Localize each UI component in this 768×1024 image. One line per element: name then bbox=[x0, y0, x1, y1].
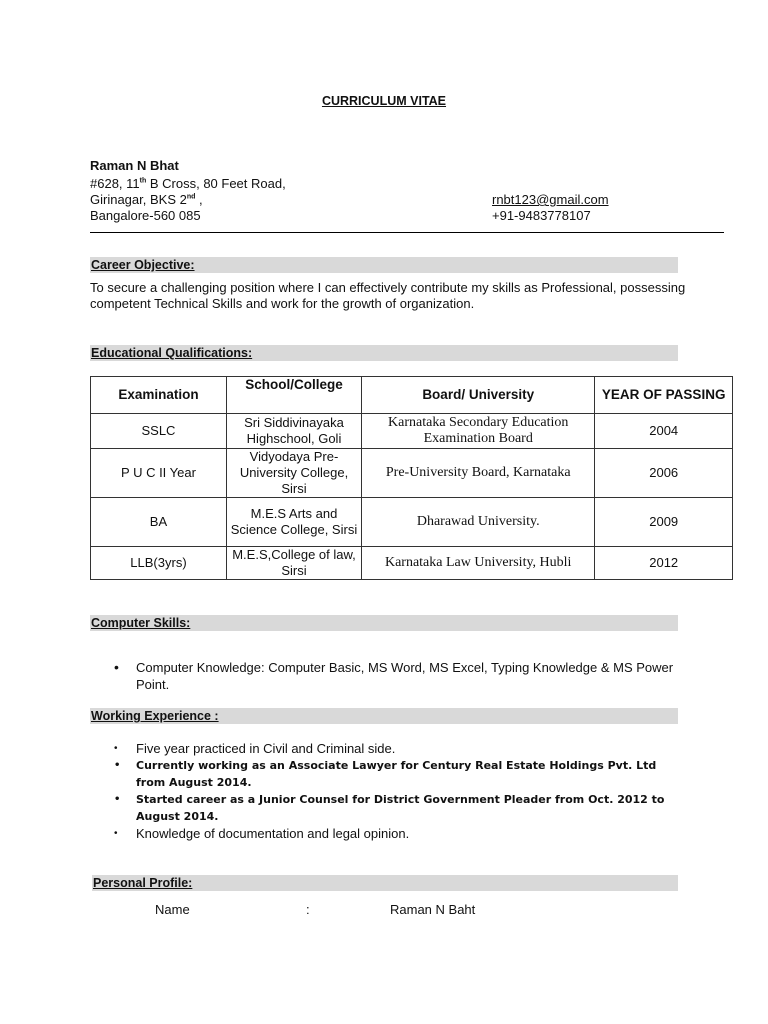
table-header-row bbox=[91, 377, 733, 414]
cell-exam: LLB(3yrs) bbox=[91, 547, 227, 580]
computer-skills-heading: Computer Skills: bbox=[90, 615, 678, 631]
cell-year: 2004 bbox=[595, 414, 733, 449]
address-line-1: #628, 11th B Cross, 80 Feet Road, bbox=[90, 176, 286, 191]
bullet-icon: • bbox=[114, 828, 118, 839]
cell-school: Sri Siddivinayaka Highschool, Goli bbox=[226, 414, 361, 449]
page-title: CURRICULUM VITAE bbox=[321, 94, 447, 108]
list-item: • Knowledge of documentation and legal opinion. bbox=[114, 826, 410, 841]
bullet-icon: • bbox=[114, 743, 118, 754]
profile-name-label: Name bbox=[155, 902, 190, 917]
phone-number: +91-9483778107 bbox=[492, 208, 591, 223]
address-line-2: Girinagar, BKS 2nd , bbox=[90, 192, 203, 207]
cell-year: 2012 bbox=[595, 547, 733, 580]
work-experience-list bbox=[114, 740, 684, 842]
cell-board: Karnataka Secondary Education Examination Board bbox=[362, 414, 595, 449]
header-year: YEAR OF PASSING bbox=[595, 377, 733, 414]
header-board: Board/ University bbox=[362, 377, 595, 414]
table-row bbox=[91, 449, 733, 498]
table-row bbox=[91, 547, 733, 580]
list-item: • Five year practiced in Civil and Criminal side. bbox=[114, 741, 396, 756]
cell-exam: P U C II Year bbox=[91, 449, 227, 498]
computer-skills-list bbox=[114, 659, 674, 693]
cell-school: Vidyodaya Pre-University College, Sirsi bbox=[226, 449, 361, 498]
candidate-name: Raman N Bhat bbox=[90, 158, 179, 173]
cell-board: Pre-University Board, Karnataka bbox=[362, 449, 595, 498]
bullet-icon: • bbox=[114, 760, 121, 771]
education-table bbox=[90, 376, 733, 580]
cell-board: Karnataka Law University, Hubli bbox=[362, 547, 595, 580]
list-item: • Started career as a Junior Counsel for District Government Pleader from Oct. 2012 to August 2014. bbox=[114, 793, 665, 823]
list-item: • Computer Knowledge: Computer Basic, MS Word, MS Excel, Typing Knowledge & MS Power Point. bbox=[114, 659, 674, 692]
profile-separator: : bbox=[306, 902, 310, 917]
personal-profile-heading: Personal Profile: bbox=[92, 875, 678, 891]
address-line-3: Bangalore-560 085 bbox=[90, 208, 201, 223]
career-objective-heading: Career Objective: bbox=[90, 257, 678, 273]
cell-year: 2009 bbox=[595, 498, 733, 547]
header-school: School/College bbox=[226, 377, 361, 414]
table-row bbox=[91, 414, 733, 449]
education-heading: Educational Qualifications: bbox=[90, 345, 678, 361]
cell-board: Dharawad University. bbox=[362, 498, 595, 547]
cell-school: M.E.S Arts and Science College, Sirsi bbox=[226, 498, 361, 547]
email-link[interactable]: rnbt123@gmail.com bbox=[492, 192, 609, 207]
list-item: • Currently working as an Associate Lawyer for Century Real Estate Holdings Pvt. Ltd from August 2014. bbox=[114, 759, 657, 789]
bullet-icon: • bbox=[114, 794, 121, 805]
header-examination: Examination bbox=[91, 377, 227, 414]
bullet-icon: • bbox=[114, 659, 119, 675]
cell-year: 2006 bbox=[595, 449, 733, 498]
cell-exam: BA bbox=[91, 498, 227, 547]
table-row bbox=[91, 498, 733, 547]
career-objective-text: To secure a challenging position where I can effectively contribute my skills as Professional, possessing competent Technical Skills and work for the growth of organization. bbox=[90, 280, 686, 311]
cell-school: M.E.S,College of law, Sirsi bbox=[226, 547, 361, 580]
cell-exam: SSLC bbox=[91, 414, 227, 449]
header-divider bbox=[90, 232, 724, 233]
profile-name-value: Raman N Baht bbox=[390, 902, 476, 917]
work-experience-heading: Working Experience : bbox=[90, 708, 678, 724]
